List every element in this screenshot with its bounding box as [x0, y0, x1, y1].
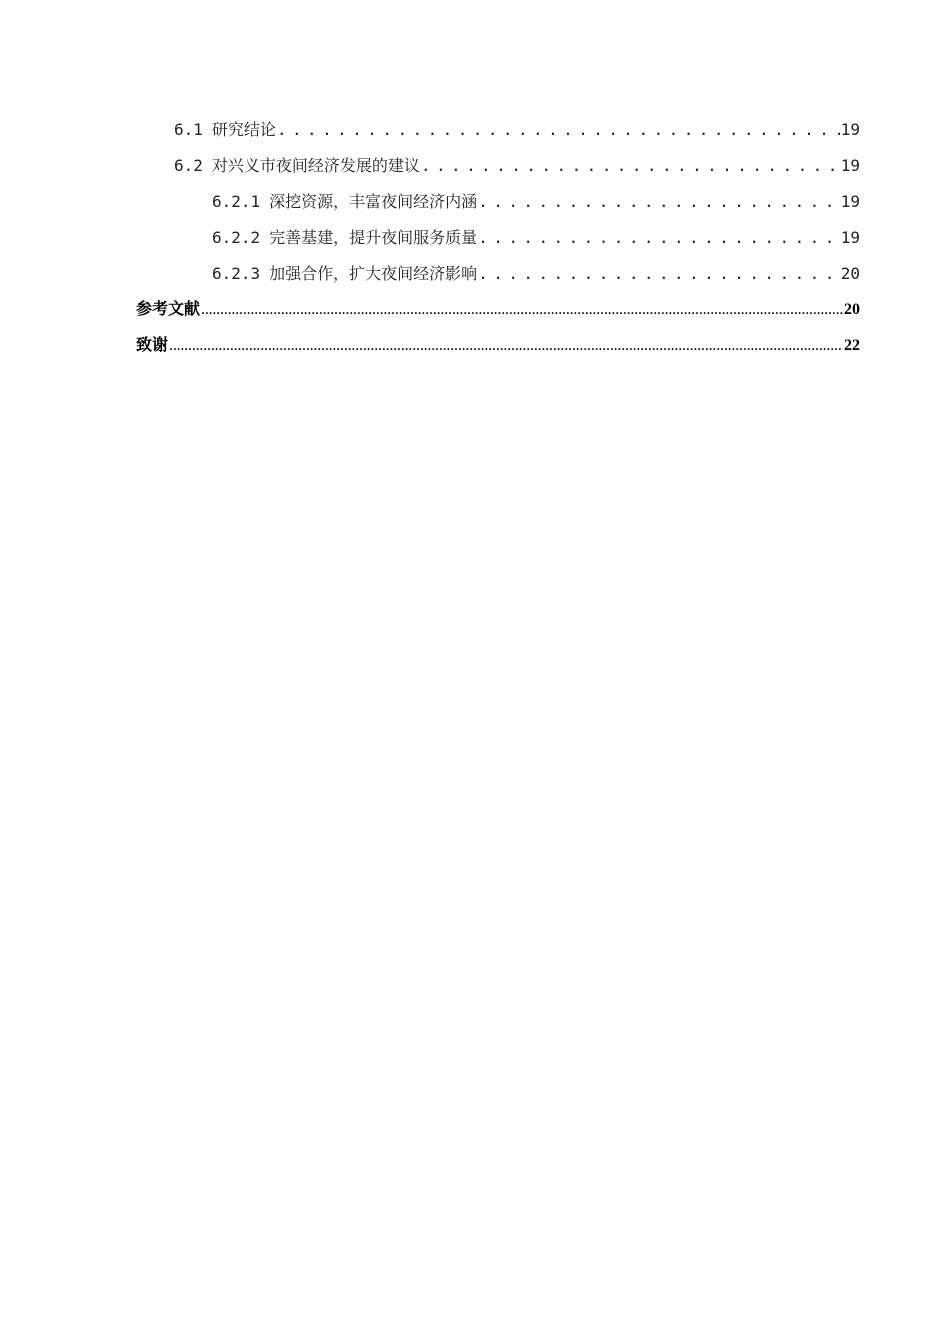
toc-entry-6-2-3[interactable] [136, 256, 860, 292]
toc-entry-6-2-2[interactable] [136, 220, 860, 256]
toc-entry-number: 6.2 [174, 156, 203, 175]
toc-entry-number: 6.2.1 [212, 192, 261, 211]
toc-entry-number: 6.2.3 [212, 264, 261, 283]
dot-leader [201, 292, 843, 328]
toc-entry-number: 6.2.2 [212, 228, 261, 247]
dot-leader [478, 256, 840, 292]
toc-entry-title: 对兴义市夜间经济发展的建议 [211, 156, 420, 175]
dot-leader [169, 328, 843, 364]
toc-entry-number: 6.1 [174, 120, 203, 139]
dot-leader [421, 148, 840, 184]
toc-entry-title: 参考文献 [136, 301, 201, 318]
toc-entry-references[interactable] [136, 292, 860, 328]
toc-entry-acknowledgements[interactable] [136, 328, 860, 364]
dot-leader [277, 112, 840, 148]
toc-entry-6-1[interactable] [136, 112, 860, 148]
toc-entry-page: 19 [840, 156, 860, 175]
toc-entry-6-2[interactable] [136, 148, 860, 184]
toc-entry-page: 20 [840, 264, 860, 283]
toc-entry-page: 19 [840, 192, 860, 211]
toc-entry-page: 19 [840, 228, 860, 247]
toc-entry-6-2-1[interactable] [136, 184, 860, 220]
toc-entry-title: 完善基建，提升夜间服务质量 [269, 228, 478, 247]
dot-leader [478, 220, 840, 256]
toc-entry-title: 致谢 [136, 337, 169, 354]
toc-entry-title: 深挖资源，丰富夜间经济内涵 [269, 192, 478, 211]
toc-entry-page: 22 [844, 337, 860, 354]
dot-leader [478, 184, 840, 220]
toc-entry-title: 研究结论 [211, 120, 276, 139]
toc-entry-page: 20 [844, 301, 860, 318]
toc-entry-title: 加强合作，扩大夜间经济影响 [269, 264, 478, 283]
toc-entry-page: 19 [840, 120, 860, 139]
table-of-contents [136, 112, 860, 364]
